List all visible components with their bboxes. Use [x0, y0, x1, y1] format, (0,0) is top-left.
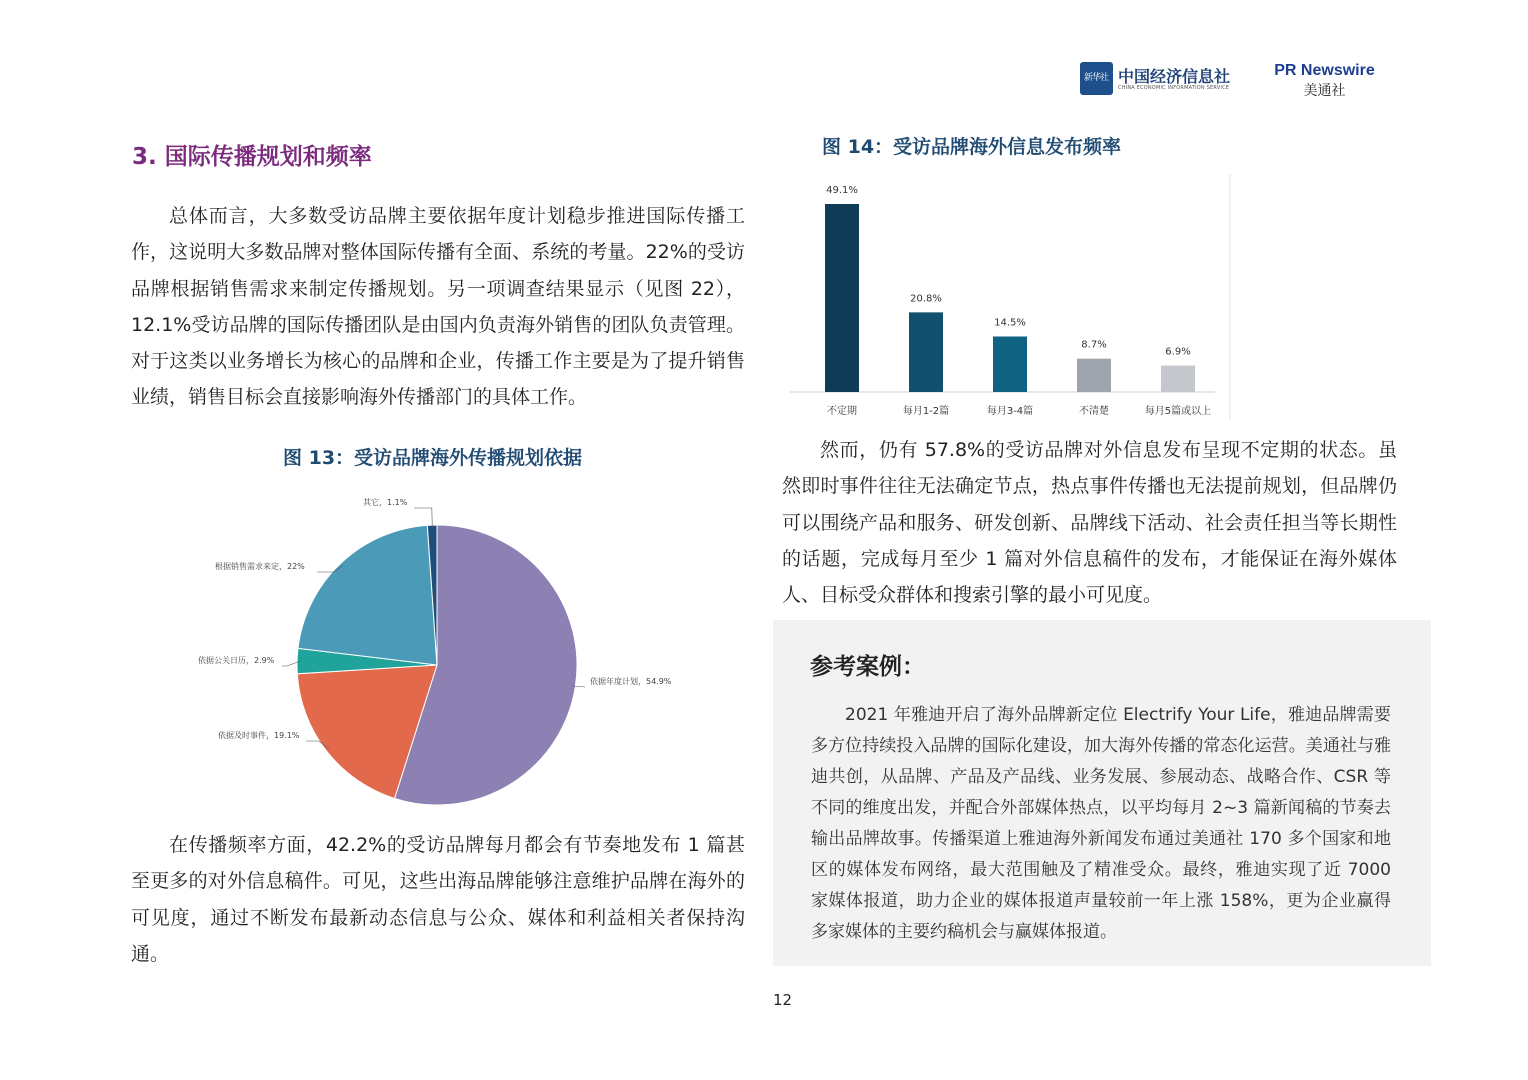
pie-chart — [180, 488, 700, 818]
bar — [993, 336, 1027, 392]
bar-value-label: 20.8% — [910, 293, 942, 305]
cei-logo-subtitle: CHINA ECONOMIC INFORMATION SERVICE — [1118, 85, 1230, 91]
bar-value-label: 14.5% — [994, 317, 1026, 329]
pr-newswire-logo — [1262, 62, 1387, 102]
pie-slice-label: 依据年度计划，54.9% — [590, 677, 672, 686]
cei-logo — [1080, 62, 1240, 100]
bar-category-label: 不定期 — [827, 406, 857, 417]
xinhua-logo-mark — [1080, 62, 1113, 95]
paragraph-irregular: 然而，仍有 57.8%的受访品牌对外信息发布呈现不定期的状态。虽然即时事件往往无法确定节点，热点事件传播也无法提前规划，但品牌仍可以围绕产品和服务、研发创新、品牌线下活动、社会责任担当等长期性的话题，完成每月至少 1 篇对外信息稿件的发布，才能保证在海外媒体人、目标受众群体和搜索引擎的最小可见度。 — [782, 439, 1397, 607]
bar-category-label: 每月5篇或以上 — [1144, 406, 1212, 417]
pie-slice-label: 根据销售需求来定，22% — [215, 562, 305, 571]
bar-category-label: 不清楚 — [1079, 406, 1109, 417]
case-text: 2021 年雅迪开启了海外品牌新定位 Electrify Your Life，雅迪品牌需要多方位持续投入品牌的国际化建设，加大海外传播的常态化运营。美通社与雅迪共创，从品牌、产品及产品线、业务发展、参展动态、战略合作、CSR 等不同的维度出发，并配合外部媒体热点，以平均每月 2~3 篇新闻稿的节奏去输出品牌故事。传播渠道上雅迪海外新闻发布通过美通社 170 多个国家和地区的媒体发布网络，最大范围触及了精准受众。最终，雅迪实现了近 7000 家媒体报道，助力企业的媒体报道声量较前一年上涨 158%，更为企业赢得多家媒体的主要约稿机会与赢媒体报道。 — [811, 705, 1391, 942]
xinhua-logo-text: 新华社 — [1084, 73, 1109, 83]
bar-value-label: 49.1% — [826, 185, 858, 196]
bar-category-label: 每月1-2篇 — [902, 406, 950, 417]
pr-logo-name: PR Newswire — [1274, 62, 1375, 79]
bar — [1077, 359, 1111, 392]
pr-logo-subtitle: 美通社 — [1303, 83, 1346, 99]
bar — [1161, 366, 1195, 392]
reference-case-box — [773, 620, 1431, 966]
pie-slice-label: 依据及时事件，19.1% — [218, 731, 300, 740]
bar-category-label: 每月3-4篇 — [986, 406, 1034, 417]
bar — [825, 204, 859, 392]
cei-logo-name: 中国经济信息社 — [1118, 67, 1231, 86]
bar-value-label: 8.7% — [1081, 339, 1107, 351]
pie-slice — [298, 525, 437, 665]
figure-14-title: 图 14：受访品牌海外信息发布频率 — [822, 136, 1122, 158]
paragraph-planning: 总体而言，大多数受访品牌主要依据年度计划稳步推进国际传播工作，这说明大多数品牌对整体国际传播有全面、系统的考量。22%的受访品牌根据销售需求来制定传播规划。另一项调查结果显示（见图 22），12.1%受访品牌的国际传播团队是由国内负责海外销售的团队负责管理。对于这类以业务增长为核心的品牌和企业，传播工作主要是为了提升销售业绩，销售目标会直接影响海外传播部门的具体工作。 — [131, 205, 745, 409]
section-title: 3. 国际传播规划和频率 — [132, 144, 372, 170]
pie-slice-label: 依据公关日历，2.9% — [198, 656, 275, 665]
bar-value-label: 6.9% — [1165, 346, 1191, 358]
pie-slice-label: 其它，1.1% — [363, 498, 408, 507]
paragraph-frequency: 在传播频率方面，42.2%的受访品牌每月都会有节奏地发布 1 篇甚至更多的对外信息稿件。可见，这些出海品牌能够注意维护品牌在海外的可见度，通过不断发布最新动态信息与公众、媒体和利益相关者保持沟通。 — [131, 834, 745, 965]
bar-chart — [790, 172, 1235, 422]
figure-13-title: 图 13：受访品牌海外传播规划依据 — [283, 447, 583, 469]
page-number: 12 — [773, 991, 793, 1009]
bar — [909, 312, 943, 392]
case-title: 参考案例： — [810, 654, 925, 680]
